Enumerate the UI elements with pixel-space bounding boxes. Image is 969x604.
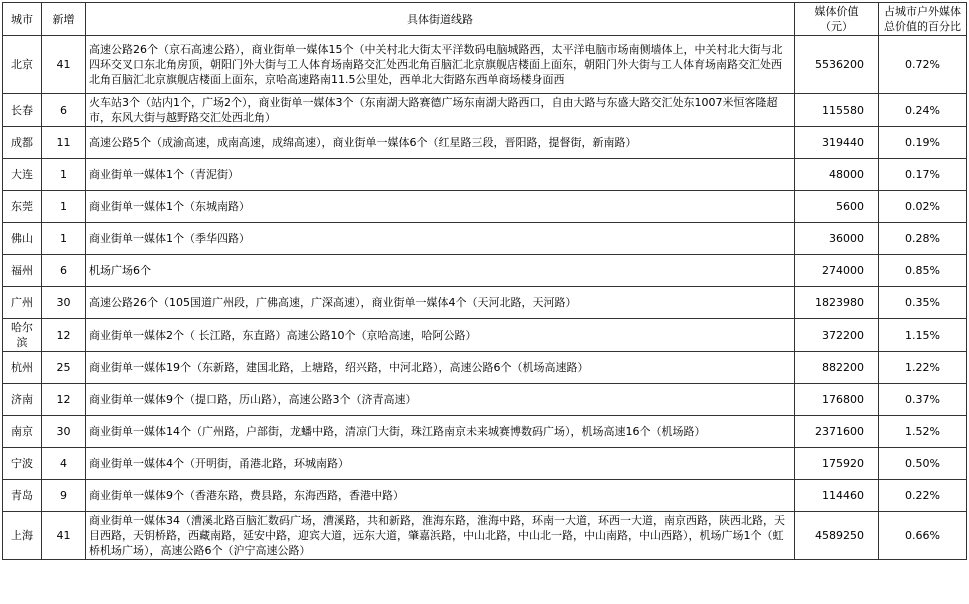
header-share: 占城市户外媒体总价值的百分比 <box>879 3 967 36</box>
added-cell: 30 <box>42 287 86 319</box>
added-cell: 11 <box>42 127 86 159</box>
city-cell: 大连 <box>3 159 42 191</box>
pct-cell: 0.24% <box>879 94 967 127</box>
table-row <box>3 94 967 127</box>
pct-cell: 1.22% <box>879 352 967 384</box>
value-cell: 5536200 <box>795 36 879 94</box>
value-cell: 114460 <box>795 480 879 512</box>
city-cell: 宁波 <box>3 448 42 480</box>
value-cell: 2371600 <box>795 416 879 448</box>
value-cell: 115580 <box>795 94 879 127</box>
city-cell: 佛山 <box>3 223 42 255</box>
value-cell: 48000 <box>795 159 879 191</box>
value-cell: 4589250 <box>795 512 879 560</box>
pct-cell: 1.52% <box>879 416 967 448</box>
city-cell: 哈尔滨 <box>3 319 42 352</box>
added-cell: 6 <box>42 94 86 127</box>
added-cell: 41 <box>42 512 86 560</box>
route-cell: 商业街单一媒体9个（香港东路，费县路，东海西路，香港中路） <box>86 480 795 512</box>
route-cell: 高速公路26个（105国道广州段，广佛高速，广深高速），商业街单一媒体4个（天河北路，天河路） <box>86 287 795 319</box>
table-row <box>3 416 967 448</box>
added-cell: 12 <box>42 319 86 352</box>
pct-cell: 0.17% <box>879 159 967 191</box>
table-row <box>3 384 967 416</box>
city-cell: 青岛 <box>3 480 42 512</box>
value-cell: 274000 <box>795 255 879 287</box>
city-cell: 上海 <box>3 512 42 560</box>
header-routes: 具体街道线路 <box>86 3 795 36</box>
added-cell: 25 <box>42 352 86 384</box>
table-row <box>3 255 967 287</box>
pct-cell: 0.50% <box>879 448 967 480</box>
table-row <box>3 36 967 94</box>
city-cell: 济南 <box>3 384 42 416</box>
value-cell: 5600 <box>795 191 879 223</box>
route-cell: 商业街单一媒体2个（ 长江路，东直路）高速公路10个（京哈高速，哈阿公路） <box>86 319 795 352</box>
pct-cell: 0.28% <box>879 223 967 255</box>
media-table <box>2 2 967 560</box>
pct-cell: 0.02% <box>879 191 967 223</box>
city-cell: 成都 <box>3 127 42 159</box>
city-cell: 北京 <box>3 36 42 94</box>
city-cell: 南京 <box>3 416 42 448</box>
value-cell: 1823980 <box>795 287 879 319</box>
header-row <box>3 3 967 36</box>
pct-cell: 0.22% <box>879 480 967 512</box>
route-cell: 商业街单一媒体1个（东城南路） <box>86 191 795 223</box>
table-row <box>3 352 967 384</box>
route-cell: 商业街单一媒体14个（广州路，户部街，龙蟠中路，清凉门大街，珠江路南京未来城赛博数码广场），机场高速16个（机场路） <box>86 416 795 448</box>
city-cell: 福州 <box>3 255 42 287</box>
value-cell: 176800 <box>795 384 879 416</box>
city-cell: 东莞 <box>3 191 42 223</box>
route-cell: 机场广场6个 <box>86 255 795 287</box>
table-row <box>3 319 967 352</box>
table-row <box>3 480 967 512</box>
added-cell: 1 <box>42 159 86 191</box>
table-row <box>3 287 967 319</box>
table-row <box>3 191 967 223</box>
route-cell: 商业街单一媒体34（漕溪北路百脑汇数码广场，漕溪路，共和新路，淮海东路，淮海中路，环南一大道，环西一大道，南京西路，陕西北路，天目西路，天钥桥路，西藏南路，延安中路，迎宾大道，远东大道，肇嘉浜路，中山北路，中山北一路，中山南路，中山西路），机场广场1个（虹桥机场广场），高速公路6个（沪宁高速公路） <box>86 512 795 560</box>
header-value: 媒体价值 （元） <box>795 3 879 36</box>
value-cell: 372200 <box>795 319 879 352</box>
table-row <box>3 448 967 480</box>
value-cell: 319440 <box>795 127 879 159</box>
city-cell: 广州 <box>3 287 42 319</box>
route-cell: 商业街单一媒体4个（开明街，甬港北路，环城南路） <box>86 448 795 480</box>
table-row <box>3 223 967 255</box>
route-cell: 火车站3个（站内1个，广场2个），商业街单一媒体3个（东南湖大路赛德广场东南湖大路西口，自由大路与东盛大路交汇处东1007米恒客隆超市，东风大街与越野路交汇处西北角） <box>86 94 795 127</box>
added-cell: 4 <box>42 448 86 480</box>
added-cell: 12 <box>42 384 86 416</box>
added-cell: 1 <box>42 223 86 255</box>
pct-cell: 0.66% <box>879 512 967 560</box>
added-cell: 30 <box>42 416 86 448</box>
table-row <box>3 512 967 560</box>
header-added: 新增 <box>42 3 86 36</box>
added-cell: 41 <box>42 36 86 94</box>
pct-cell: 0.72% <box>879 36 967 94</box>
value-cell: 882200 <box>795 352 879 384</box>
table-row <box>3 127 967 159</box>
city-cell: 杭州 <box>3 352 42 384</box>
added-cell: 9 <box>42 480 86 512</box>
table-row <box>3 159 967 191</box>
route-cell: 商业街单一媒体19个（东新路，建国北路，上塘路，绍兴路，中河北路），高速公路6个（机场高速路） <box>86 352 795 384</box>
added-cell: 1 <box>42 191 86 223</box>
pct-cell: 1.15% <box>879 319 967 352</box>
value-cell: 175920 <box>795 448 879 480</box>
pct-cell: 0.85% <box>879 255 967 287</box>
route-cell: 商业街单一媒体1个（青泥街） <box>86 159 795 191</box>
route-cell: 高速公路5个（成渝高速，成南高速，成绵高速），商业街单一媒体6个（红星路三段，晋阳路，提督街，新南路） <box>86 127 795 159</box>
pct-cell: 0.19% <box>879 127 967 159</box>
pct-cell: 0.35% <box>879 287 967 319</box>
city-cell: 长春 <box>3 94 42 127</box>
route-cell: 商业街单一媒体9个（提口路，历山路），高速公路3个（济青高速） <box>86 384 795 416</box>
added-cell: 6 <box>42 255 86 287</box>
header-city: 城市 <box>3 3 42 36</box>
route-cell: 高速公路26个（京石高速公路），商业街单一媒体15个（中关村北大街太平洋数码电脑城路西，太平洋电脑市场南侧墙体上，中关村北大街与北四环交叉口东北角房顶，朝阳门外大街与工人体育场南路交汇处西北角百脑汇北京旗舰店楼面上面东，朝阳门外大街与工人体育场南路交汇处西北角百脑汇北京旗舰店楼面上面东，京哈高速路南11.5公里处，西单北大街路东西单商场楼身面西 <box>86 36 795 94</box>
value-cell: 36000 <box>795 223 879 255</box>
route-cell: 商业街单一媒体1个（季华四路） <box>86 223 795 255</box>
pct-cell: 0.37% <box>879 384 967 416</box>
